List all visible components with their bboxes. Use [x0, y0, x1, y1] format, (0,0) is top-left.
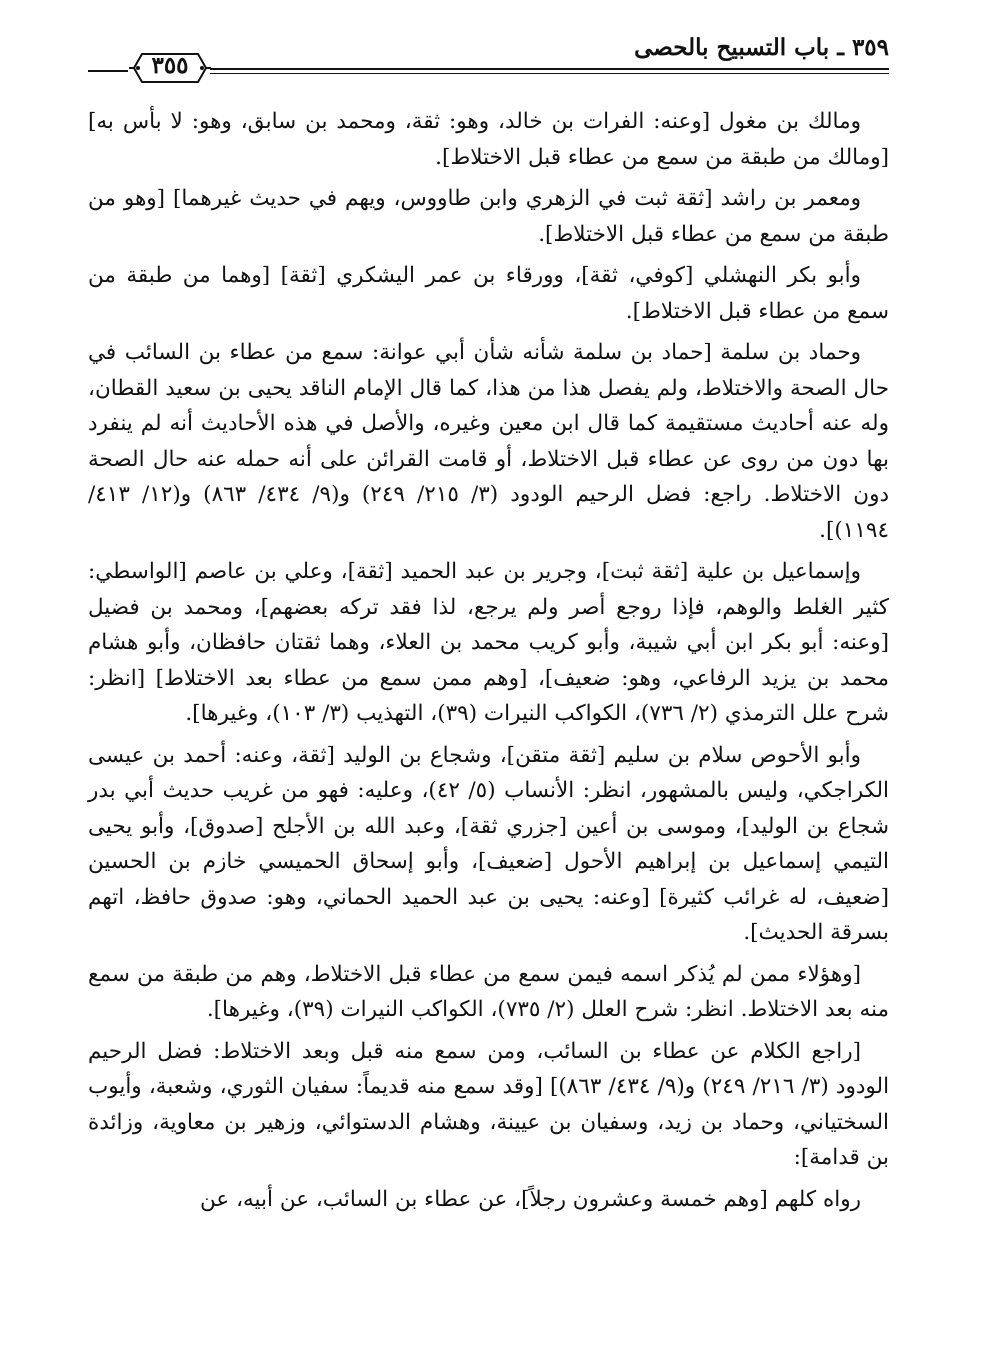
paragraph: وأبو بكر النهشلي [كوفي، ثقة]، وورقاء بن عمر اليشكري [ثقة] [وهما من طبقة من سمع من عطاء قبل الاختلاط].	[88, 263, 889, 324]
paragraph: ومعمر بن راشد [ثقة ثبت في الزهري وابن طاووس، ويهم في حديث غيرهما] [وهو من طبقة من سمع من عطاء قبل الاختلاط].	[88, 186, 889, 247]
paragraph: وأبو الأحوص سلام بن سليم [ثقة متقن]، وشجاع بن الوليد [ثقة، وعنه: أحمد بن عيسى الكراجكي، وليس بالمشهور، انظر: الأنساب (٥/ ٤٢)، وعليه: فهو من غريب حديث أبي بدر شجاع بن الوليد]، وموسى بن أعين [جزري ثقة]، وعبد الله بن الأجلح [صدوق]، وأبو يحيى التيمي إسماعيل بن إبراهيم الأحول [ضعيف]، وأبو إسحاق الحميسي خازم بن الحسين [ضعيف، له غرائب كثيرة] [وعنه: يحيى بن عبد الحميد الحماني، وهو: صدوق حافظ، اتهم بسرقة الحديث].	[88, 742, 889, 945]
header-rule-left	[88, 70, 128, 72]
chapter-title: ٣٥٩ ـ باب التسبيح بالحصى	[634, 34, 889, 61]
page-header	[88, 30, 889, 80]
header-rule-double	[210, 68, 889, 70]
header-rule-thin	[210, 73, 889, 74]
page-body	[88, 104, 889, 1223]
paragraph: وإسماعيل بن علية [ثقة ثبت]، وجرير بن عبد الحميد [ثقة]، وعلي بن عاصم [الواسطي: كثير الغلط والوهم، فإذا روجع أصر ولم يرجع، لذا فقد تركه بعضهم]، ومحمد بن فضيل [وعنه: أبو بكر ابن أبي شيبة، وأبو كريب محمد بن العلاء، وهما ثقتان حافظان، وأبو هشام محمد بن يزيد الرفاعي، وهو: ضعيف]، [وهم ممن سمع من عطاء بعد الاختلاط] [انظر: شرح علل الترمذي (٢/ ٧٣٦)، الكواكب النيرات (٣٩)، التهذيب (٣/ ١٠٣)، وغيرها].	[88, 559, 889, 726]
paragraph: [راجع الكلام عن عطاء بن السائب، ومن سمع منه قبل وبعد الاختلاط: فضل الرحيم الودود (٣/ ٢١٦/ ٢٤٩) و(٩/ ٤٣٤/ ٨٦٣)] [وقد سمع منه قديماً: سفيان الثوري، وشعبة، وأيوب السختياني، وحماد بن زيد، وسفيان بن عيينة، وهشام الدستوائي، وزهير بن معاوية، وزائدة بن قدامة]:	[88, 1038, 890, 1170]
paragraph: ومالك بن مغول [وعنه: الفرات بن خالد، وهو: ثقة، ومحمد بن سابق، وهو: لا بأس به] [ومالك من طبقة من سمع من عطاء قبل الاختلاط].	[88, 109, 889, 170]
paragraph: وحماد بن سلمة [حماد بن سلمة شأنه شأن أبي عوانة: سمع من عطاء بن السائب في حال الصحة والاختلاط، ولم يفصل هذا من هذا، كما قال الإمام الناقد يحيى بن سعيد القطان، وله عنه أحاديث مستقيمة كما قال ابن معين وغيره، والأصل في هذه الأحاديث أنه لم ينفرد بها دون من روى عن عطاء قبل الاختلاط، أو قامت القرائن على أنه حمله عنه حال الصحة دون الاختلاط. راجع: فضل الرحيم الودود (٣/ ٢١٥/ ٢٤٩) و(٩/ ٤٣٤/ ٨٦٣) و(١٢/ ٤١٣/ ١١٩٤)].	[88, 340, 890, 543]
page-number: ٣٥٥	[151, 52, 189, 79]
page-number-ornament	[128, 48, 212, 88]
paragraph: رواه كلهم [وهم خمسة وعشرون رجلاً]، عن عطاء بن السائب، عن أبيه، عن	[200, 1186, 861, 1212]
paragraph: [وهؤلاء ممن لم يُذكر اسمه فيمن سمع من عطاء قبل الاختلاط، وهم من طبقة من سمع منه بعد الاختلاط. انظر: شرح العلل (٢/ ٧٣٥)، الكواكب النيرات (٣٩)، وغيرها].	[88, 961, 889, 1022]
